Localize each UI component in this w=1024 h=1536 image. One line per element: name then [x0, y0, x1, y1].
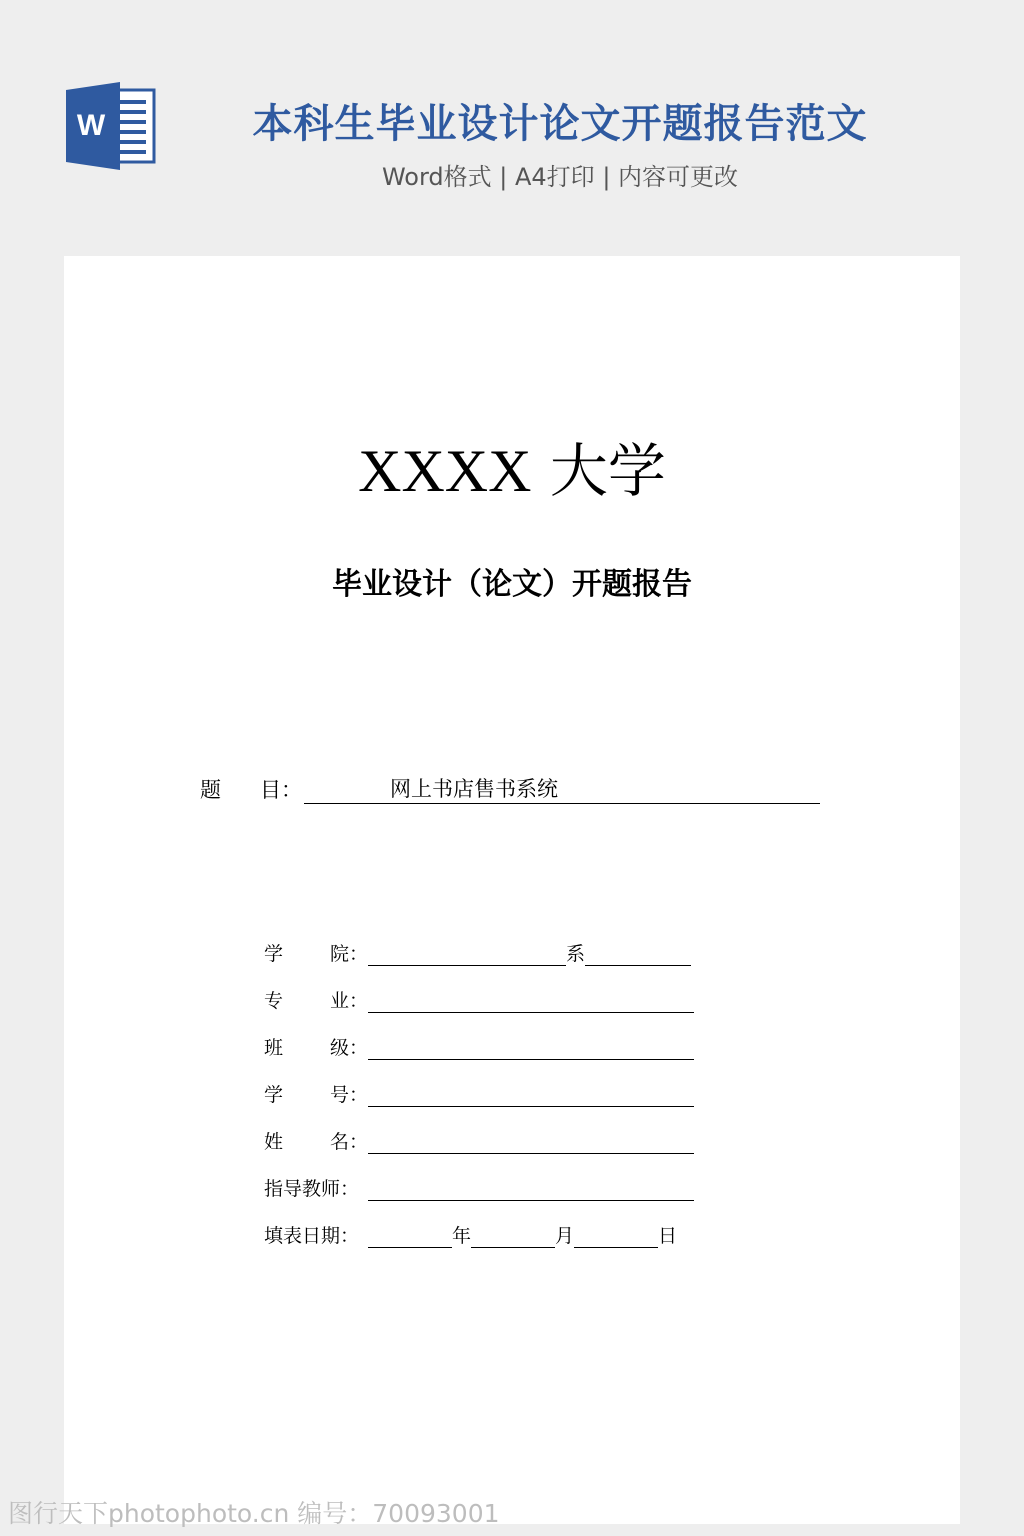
name-label-a: 姓	[264, 1131, 284, 1153]
class-label-a: 班	[264, 1037, 284, 1059]
watermark: 图行天下photophoto.cn 编号：70093001	[8, 1499, 500, 1528]
university-title	[64, 424, 960, 508]
date-row	[264, 1218, 677, 1248]
class-field[interactable]	[368, 1035, 694, 1060]
college-field[interactable]	[368, 941, 566, 966]
college-label-b: 院：	[329, 943, 368, 965]
page-subtitle: Word格式 | A4打印 | 内容可更改	[381, 163, 739, 191]
advisor-row	[264, 1171, 694, 1201]
month-field[interactable]	[471, 1223, 555, 1248]
major-row	[264, 983, 694, 1013]
major-label-a: 专	[264, 990, 284, 1012]
name-row	[264, 1124, 694, 1154]
student-id-field[interactable]	[368, 1082, 694, 1107]
student-id-label-a: 学	[264, 1084, 284, 1106]
date-label: 填表日期：	[264, 1225, 360, 1247]
college-label-a: 学	[264, 943, 284, 965]
name-label-b: 名：	[329, 1131, 368, 1153]
college-row	[264, 936, 691, 966]
topic-label-b: 目：	[260, 778, 302, 802]
report-subtitle: 毕业设计（论文）开题报告	[332, 567, 692, 602]
word-document-icon	[64, 80, 156, 172]
student-id-row	[264, 1077, 694, 1107]
university-name-cn: 大学	[549, 437, 666, 505]
month-label: 月	[555, 1225, 575, 1247]
topic-row	[200, 774, 840, 804]
svg-text:W: W	[76, 109, 106, 142]
day-field[interactable]	[574, 1223, 658, 1248]
major-field[interactable]	[368, 988, 694, 1013]
topic-field[interactable]	[304, 777, 820, 804]
university-name-latin: XXXX	[358, 438, 532, 504]
year-label: 年	[452, 1225, 472, 1247]
topic-label-a: 题	[200, 778, 221, 802]
name-field[interactable]	[368, 1129, 694, 1154]
major-label-b: 业：	[329, 990, 368, 1012]
advisor-label: 指导教师：	[264, 1178, 360, 1200]
document-preview	[64, 256, 960, 1524]
department-label: 系	[566, 943, 586, 965]
day-label: 日	[658, 1225, 678, 1247]
advisor-field[interactable]	[368, 1176, 694, 1201]
topic-value: 网上书店售书系统	[390, 777, 558, 801]
student-id-label-b: 号：	[329, 1084, 368, 1106]
department-field[interactable]	[585, 941, 691, 966]
class-label-b: 级：	[329, 1037, 368, 1059]
year-field[interactable]	[368, 1223, 452, 1248]
class-row	[264, 1030, 694, 1060]
page-title: 本科生毕业设计论文开题报告范文	[252, 101, 868, 147]
